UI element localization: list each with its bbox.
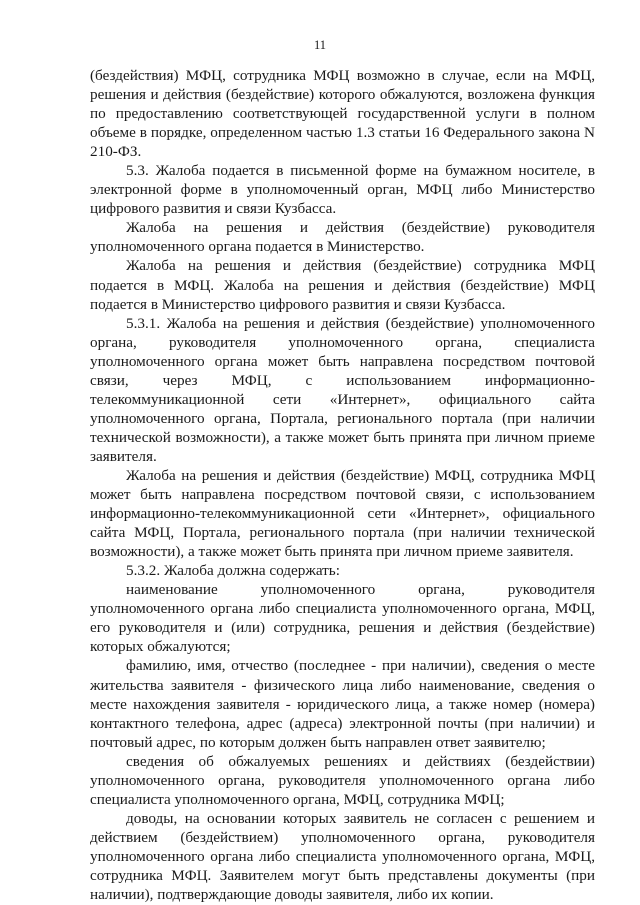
page-number: 11 — [313, 38, 327, 52]
list-item-arguments: доводы, на основании которых заявитель не согласен с решением и действием (бездействием) уполномоченного органа, руководителя уполномоченного органа либо специалиста уполномоченного органа, МФЦ, сотрудника МФЦ. Заявителем могут быть представлены документы (при наличии), подтверждающие доводы заявителя, либо их копии. — [90, 809, 595, 904]
paragraph-5-3-2: 5.3.2. Жалоба должна содержать: — [126, 562, 340, 580]
list-item-applicant-details: фамилию, имя, отчество (последнее - при наличии), сведения о месте жительства заявителя - физического лица либо наименование, сведения о месте нахождения заявителя - юридического лица, а также номер (номера) контактного телефона, адрес (адреса) электронной почты (при наличии) и почтовый адрес, по которым должен быть направлен ответ заявителю; — [90, 657, 595, 751]
paragraph-complaint-mfc-channels: Жалоба на решения и действия (бездействие) МФЦ, сотрудника МФЦ может быть направлена посредством почтовой связи, с использованием информационно-телекоммуникационной сети «Интернет», официального сайта МФЦ, Портала, регионального портала (при наличии технической возможности), а также может быть принята при личном приеме заявителя. — [90, 466, 595, 561]
paragraph-complaint-head: Жалоба на решения и действия (бездействие) руководителя уполномоченного органа подается в Министерство. — [90, 219, 595, 256]
document-body — [90, 66, 595, 904]
paragraph-5-3-1: 5.3.1. Жалоба на решения и действия (бездействие) уполномоченного органа, руководителя уполномоченного органа, специалиста уполномоченного органа может быть направлена посредством почтовой связи, через МФЦ, с использованием информационно-телекоммуникационной сети «Интернет», официального сайта уполномоченного органа, Портала, регионального портала (при наличии технической возможности), а также может быть принята при личном приеме заявителя. — [90, 314, 595, 465]
paragraph-complaint-mfc: Жалоба на решения и действия (бездействие) сотрудника МФЦ подается в МФЦ. Жалоба на решения и действия (бездействие) МФЦ подается в Министерство цифрового развития и связи Кузбасса. — [90, 257, 595, 313]
list-item-name: наименование уполномоченного органа, руководителя уполномоченного органа либо специалиста уполномоченного органа, МФЦ, его руководителя и (или) сотрудника, решения и действия (бездействие) которых обжалуются; — [90, 581, 595, 656]
list-item-decisions: сведения об обжалуемых решениях и действиях (бездействии) уполномоченного органа, руководителя уполномоченного органа либо специалиста уполномоченного органа, МФЦ, сотрудника МФЦ; — [90, 752, 595, 808]
paragraph-5-3: 5.3. Жалоба подается в письменной форме на бумажном носителе, в электронной форме в уполномоченный орган, МФЦ либо Министерство цифрового развития и связи Кузбасса. — [90, 162, 595, 218]
paragraph-continuation: (бездействия) МФЦ, сотрудника МФЦ возможно в случае, если на МФЦ, решения и действия (бездействие) которого обжалуются, возложена функция по предоставлению соответствующей государственной услуги в полном объеме в порядке, определенном частью 1.3 статьи 16 Федерального закона N 210-ФЗ. — [90, 67, 595, 161]
